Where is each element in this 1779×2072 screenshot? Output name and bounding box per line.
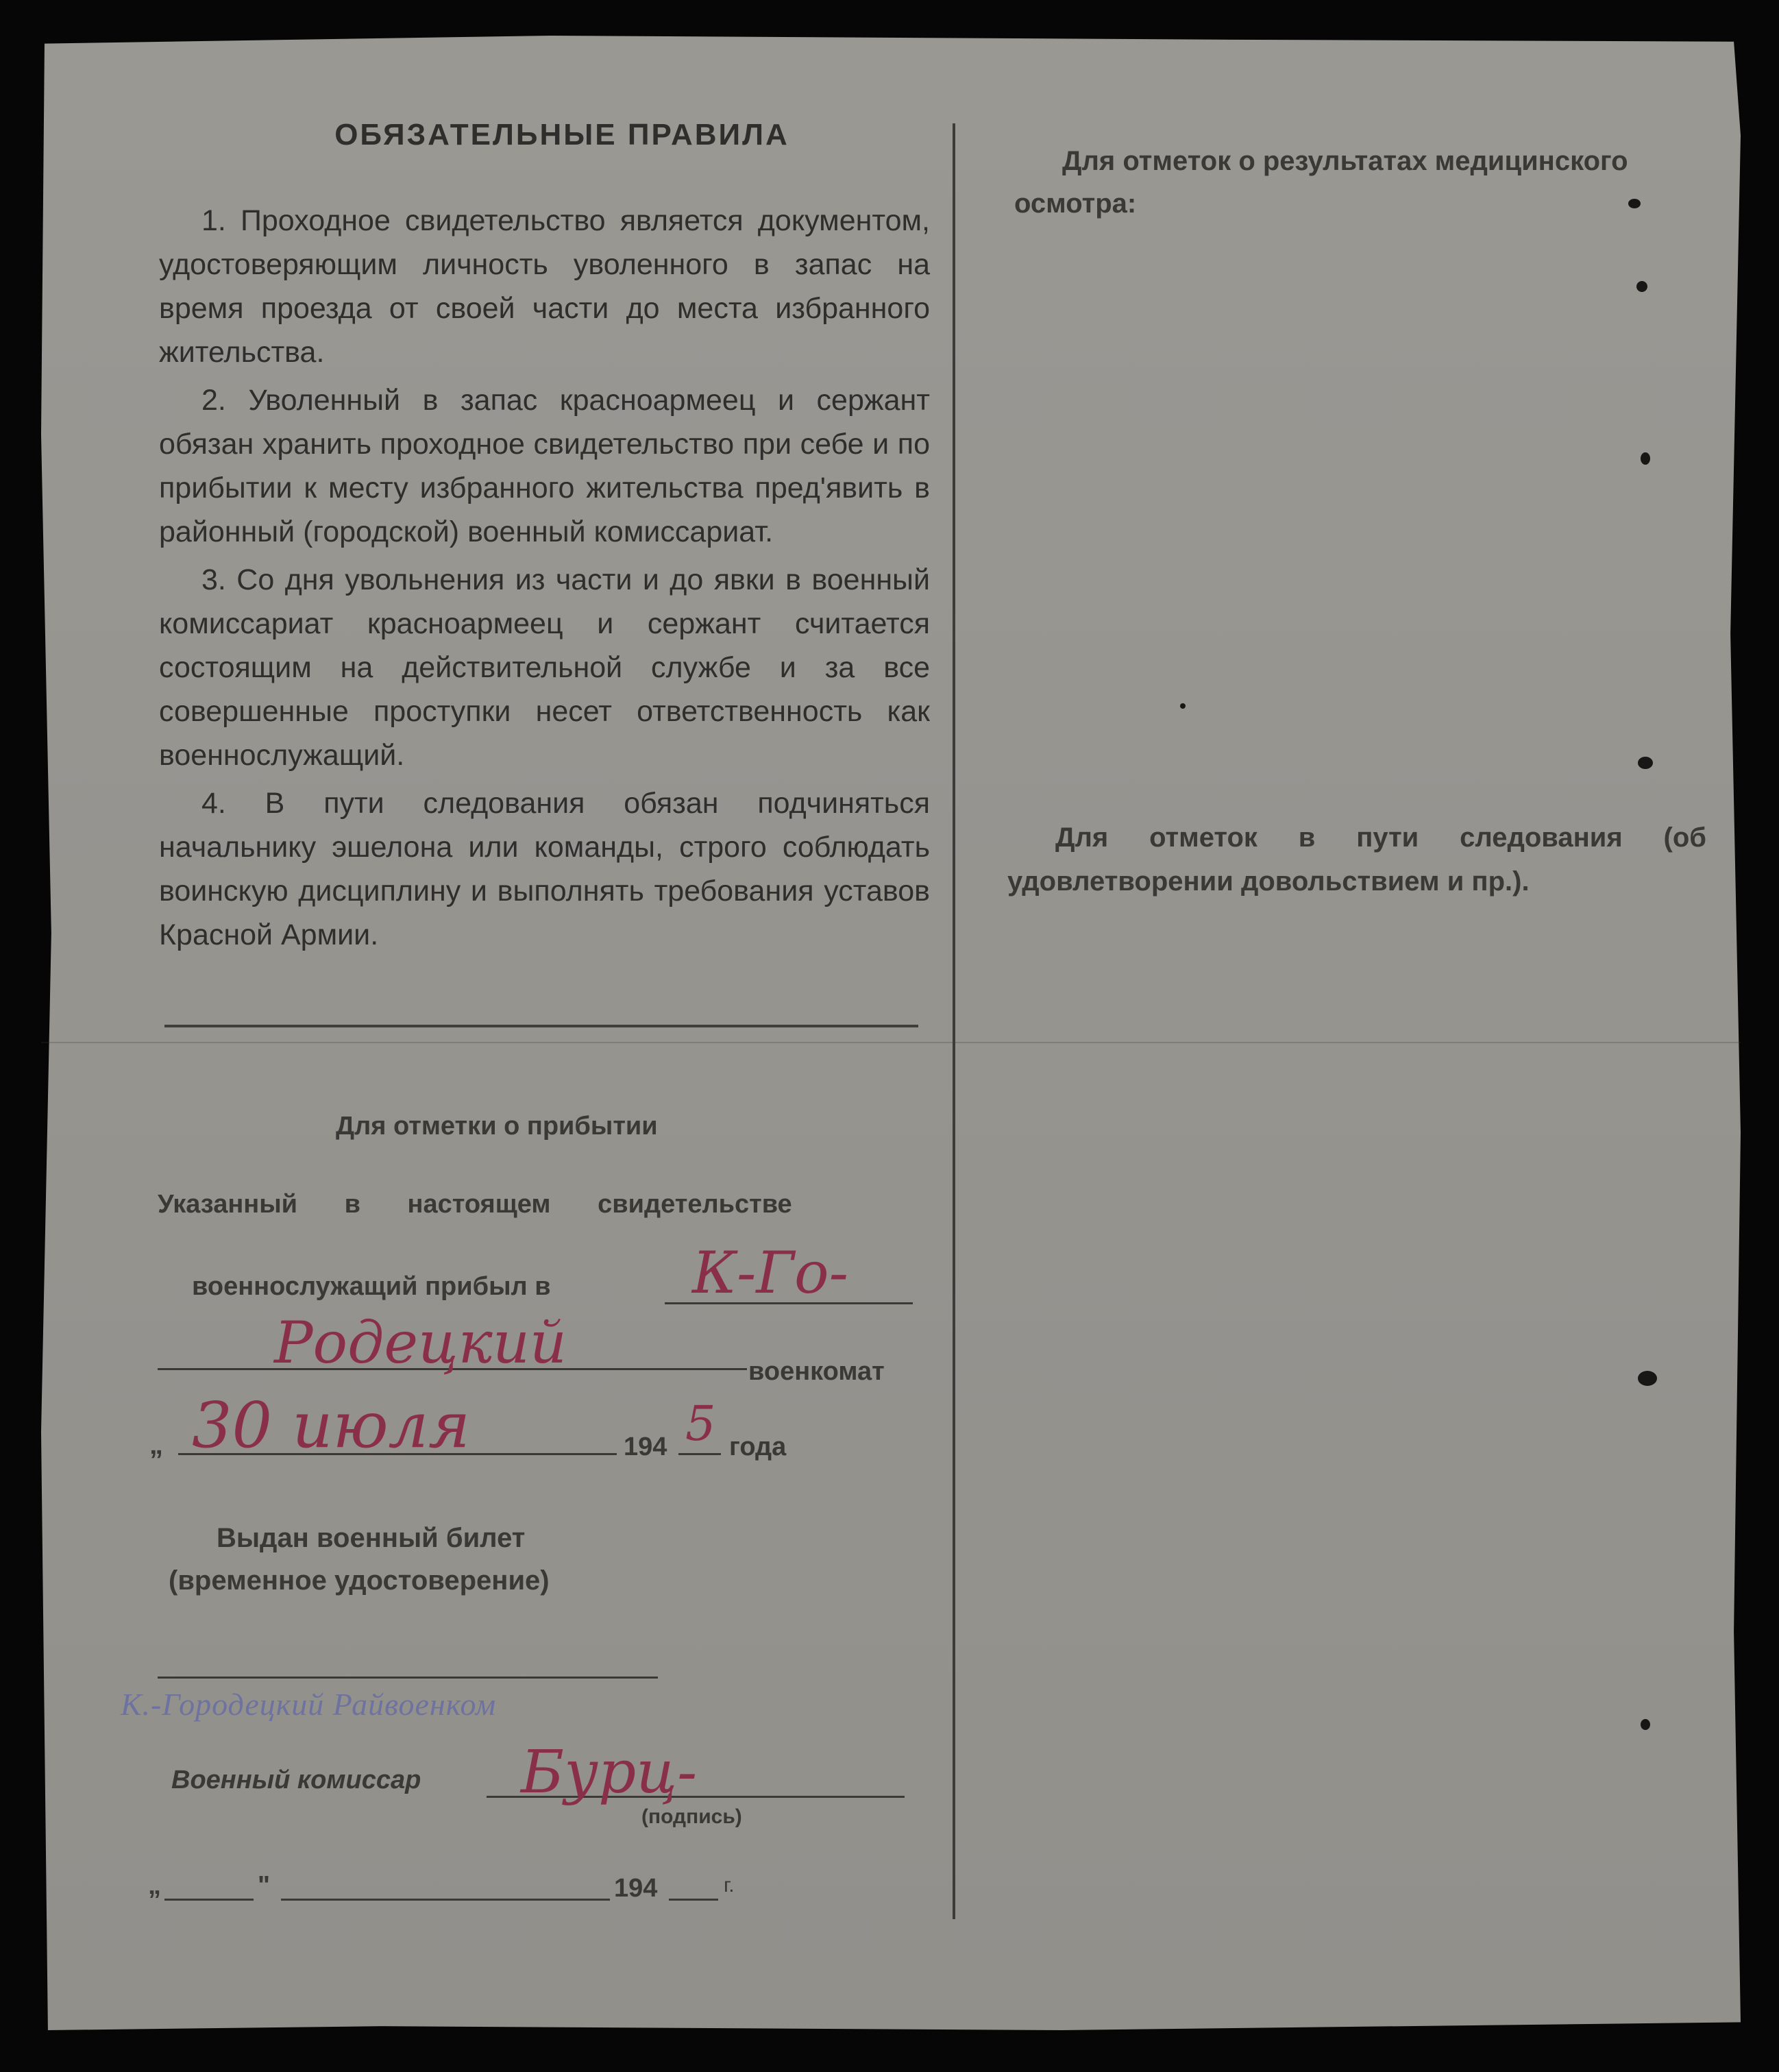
arrival-line-3-suffix: военкомат	[748, 1357, 885, 1386]
military-id-underline	[158, 1677, 658, 1679]
arrival-line-1: Указанный в настоящем свидетельстве	[158, 1190, 792, 1219]
handwritten-date: 30 июля	[192, 1389, 471, 1462]
military-id-line-2: (временное удостоверение)	[169, 1565, 550, 1596]
military-id-line-1: Выдан военный билет	[217, 1523, 526, 1553]
arrival-line-2: военнослужащий прибыл в	[192, 1272, 551, 1301]
year-suffix: года	[729, 1433, 787, 1461]
paper-hole	[1628, 199, 1641, 208]
signature-caption: (подпись)	[641, 1805, 742, 1828]
year-underline	[678, 1453, 721, 1455]
paper-hole	[1638, 1371, 1657, 1386]
column-divider	[953, 123, 955, 1919]
rule-item-2: 2. Уволенный в запас красноармеец и сержант обязан хранить проходное свидетельство при себе и по прибытии к месту избранного жительства пред'явить в районный (городской) военный комиссариат.	[159, 384, 930, 548]
arrival-heading: Для отметки о прибытии	[336, 1112, 658, 1141]
year-prefix: 194	[624, 1433, 667, 1461]
handwritten-place-2: Родецкий	[274, 1309, 567, 1376]
rule-item-1: 1. Проходное свидетельство является документом, удостоверяющим личность уволенного в запас на время проезда от своей части до места избранного жительства.	[159, 204, 930, 369]
handwritten-place: К-Го-	[692, 1239, 848, 1306]
bottom-year-prefix: 194	[614, 1874, 658, 1903]
section-divider	[164, 1025, 918, 1027]
rule-item-3: 3. Со дня увольнения из части и до явки в военный комиссариат красноармеец и сержант считается состоящим на действительной службе и за все совершенные проступки несет ответственность как военнослужащий.	[159, 563, 930, 772]
rules-title: ОБЯЗАТЕЛЬНЫЕ ПРАВИЛА	[334, 118, 789, 151]
travel-note: Для отметок в пути следования (об удовлетворении довольствием и пр.).	[1007, 822, 1706, 897]
paper-hole	[1641, 1719, 1650, 1730]
commissar-signature: Бурц-	[521, 1738, 698, 1807]
bottom-day-underline	[164, 1899, 254, 1901]
bottom-date-close-quote: "	[258, 1871, 271, 1900]
bottom-month-underline	[281, 1899, 610, 1901]
date-open-quote: „	[149, 1430, 163, 1460]
commissar-label: Военный комиссар	[171, 1766, 421, 1794]
bottom-year-underline	[669, 1899, 718, 1901]
rules-list	[159, 199, 930, 961]
paper-hole	[1636, 281, 1647, 292]
handwritten-year-digit: 5	[685, 1395, 716, 1452]
paper-hole	[1641, 452, 1650, 465]
medical-exam-note: Для отметок о результатах медицинского осмотра:	[1014, 146, 1628, 219]
rule-item-4: 4. В пути следования обязан подчиняться начальнику эшелона или команды, строго соблюдать воинскую дисциплину и выполнять требования уставов Красной Армии.	[159, 787, 930, 951]
paper-hole	[1638, 757, 1653, 769]
paper-speck	[1180, 703, 1186, 709]
bottom-year-suffix: г.	[724, 1874, 735, 1897]
bottom-date-open-quote: „	[148, 1871, 161, 1900]
paper-crease	[41, 1042, 1741, 1043]
office-stamp: К.-Городецкий Райвоенком	[121, 1687, 497, 1722]
